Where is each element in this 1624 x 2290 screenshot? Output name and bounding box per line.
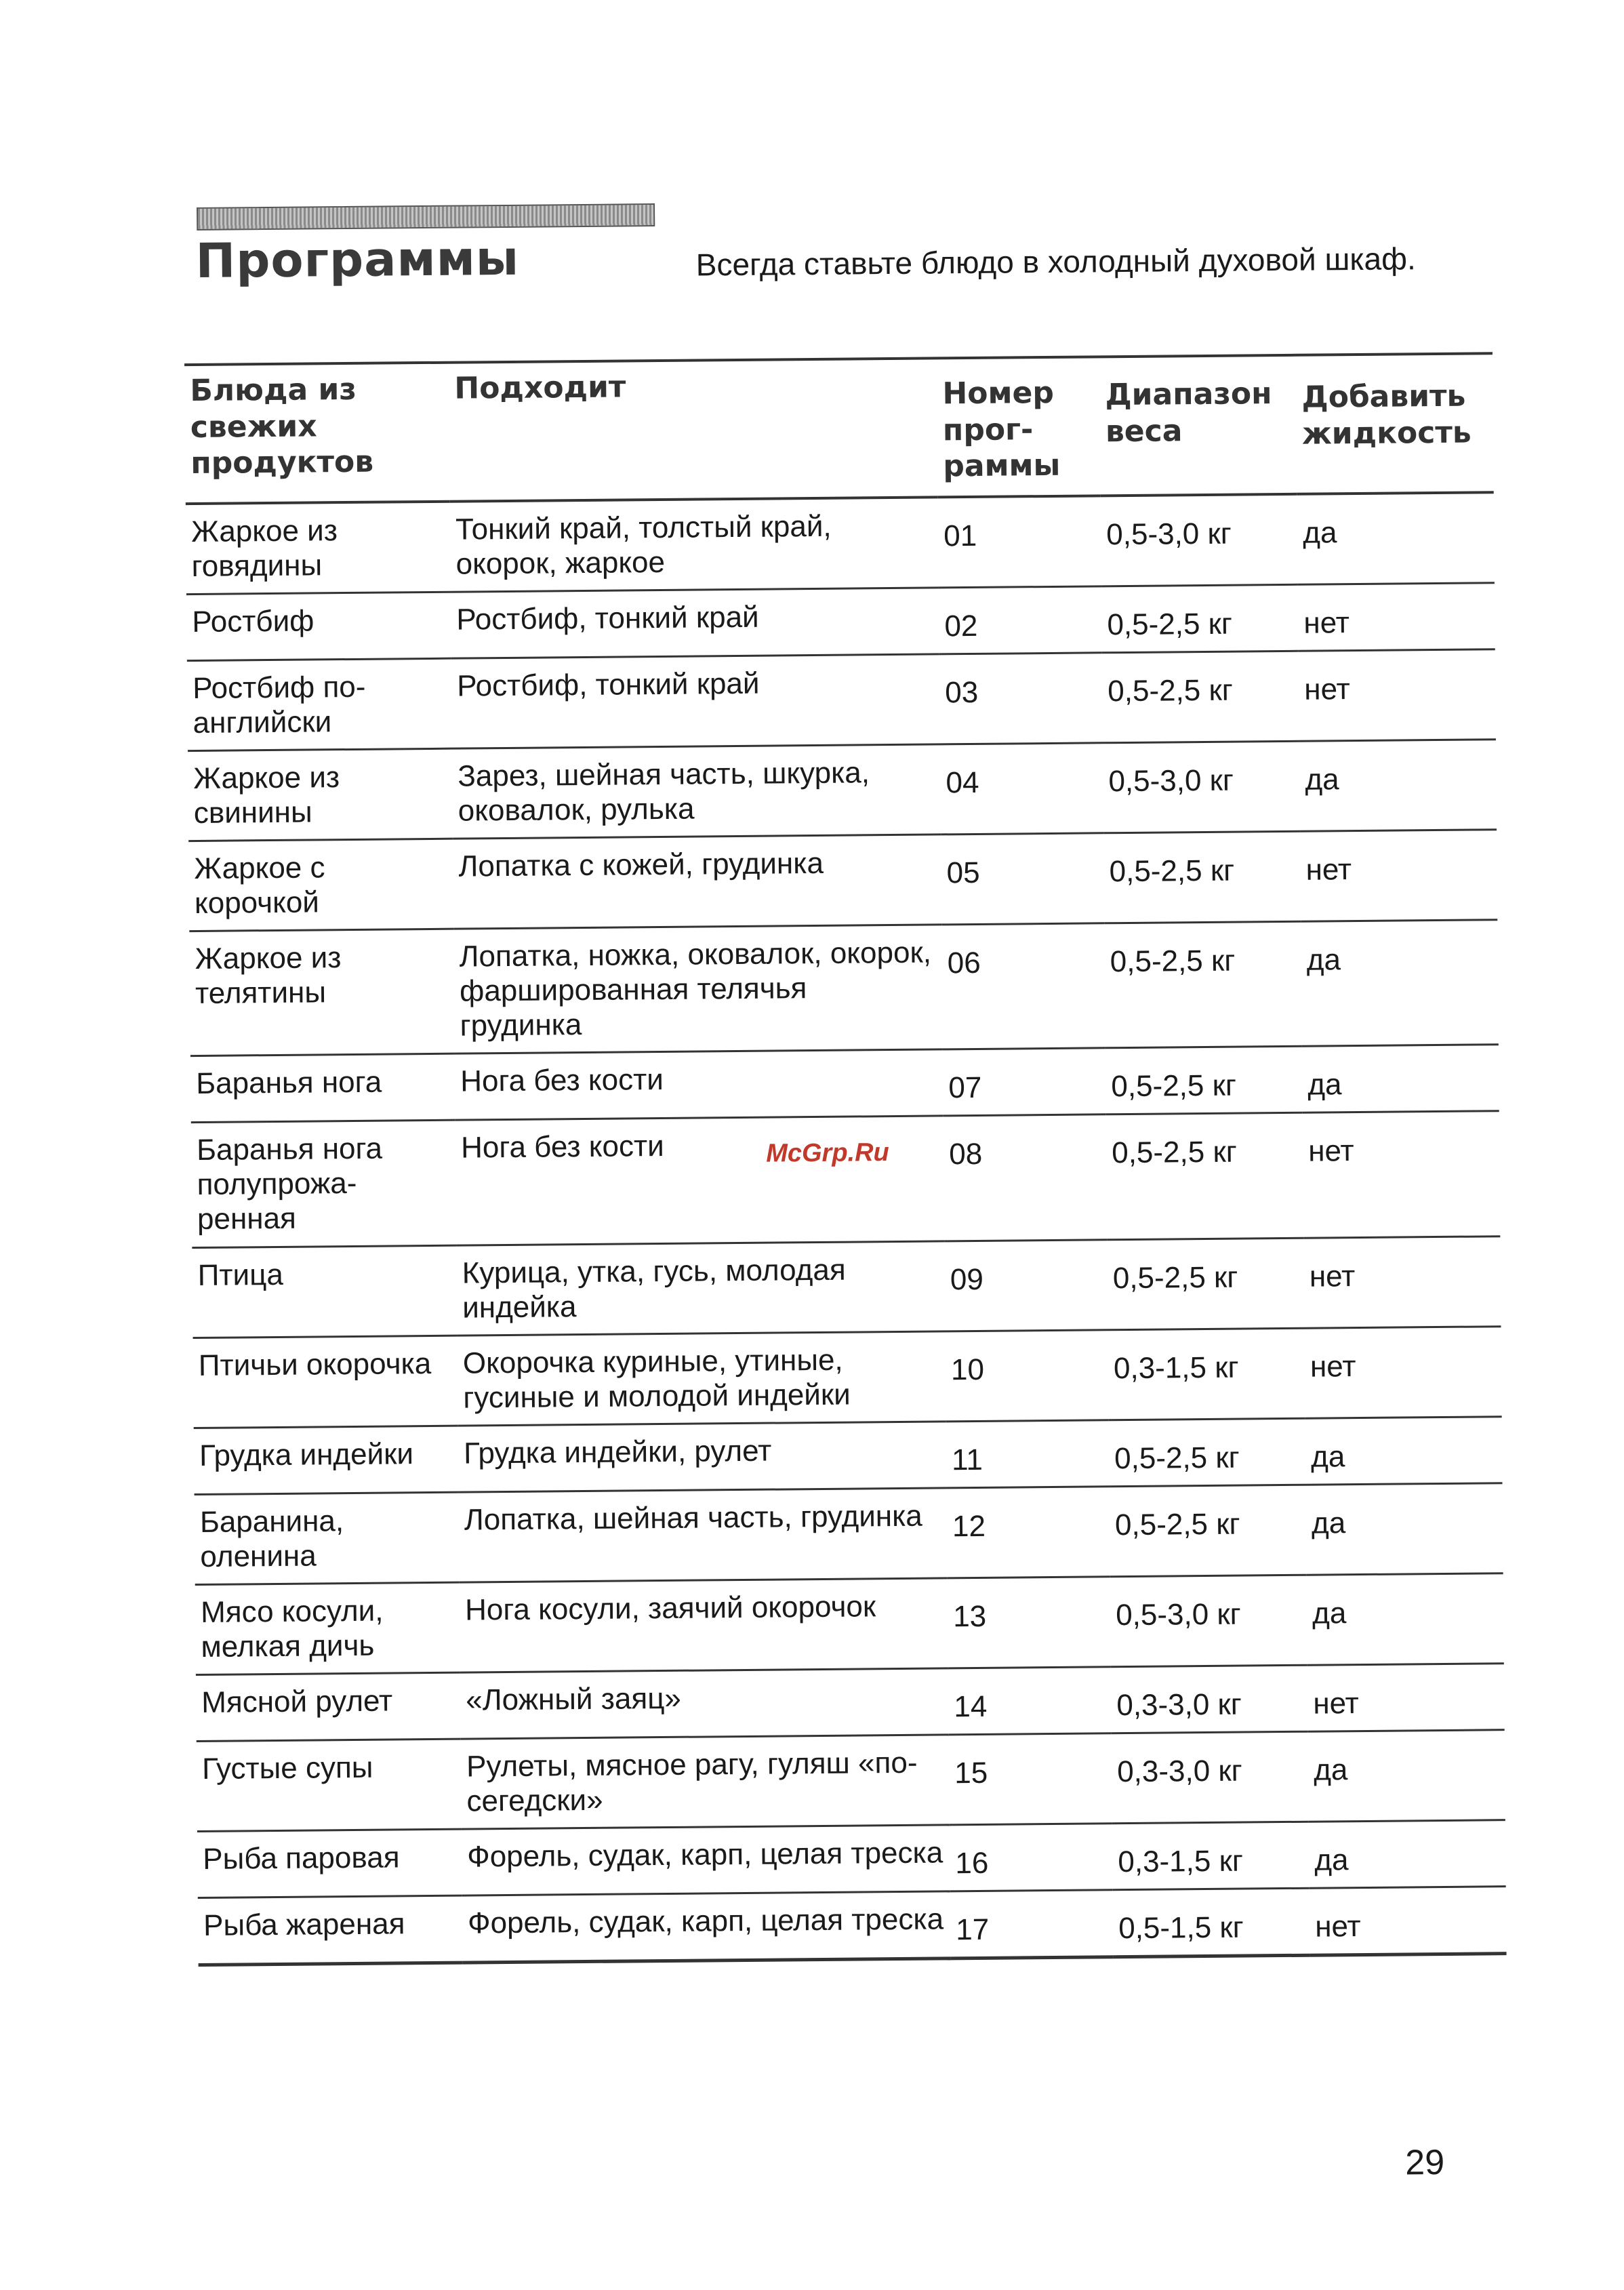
table-row [191, 1111, 1501, 1247]
cell-liquid: да [1301, 920, 1499, 1047]
cell-liquid: да [1307, 1573, 1504, 1665]
cell-liquid: да [1297, 492, 1495, 584]
cell-program: 06 [941, 923, 1105, 1049]
table-row [186, 492, 1495, 594]
cell-weight: 0,3-3,0 кг [1112, 1731, 1309, 1824]
cell-program: 14 [948, 1667, 1112, 1735]
cell-program: 08 [943, 1114, 1108, 1241]
cell-suitable: Лопатка, шейная часть, грудинка [459, 1488, 948, 1582]
cell-dish: Баранья нога [190, 1054, 455, 1123]
watermark: McGrp.Ru [766, 1138, 889, 1168]
table-row [190, 1045, 1499, 1123]
cell-weight: 0,5-2,5 кг [1107, 1238, 1304, 1330]
cell-weight: 0,5-2,5 кг [1109, 1418, 1306, 1487]
cell-weight: 0,5-2,5 кг [1101, 584, 1299, 653]
cell-suitable: Нога без кости [455, 1116, 945, 1245]
cell-dish: Птичьи окорочка [193, 1335, 458, 1428]
cell-program: 10 [946, 1329, 1109, 1421]
cell-dish: Птица [192, 1245, 457, 1338]
cell-suitable: Зарез, шейная часть, шкурка, оковалок, рулька [452, 744, 941, 839]
cell-suitable: Нога без кости [455, 1049, 943, 1120]
cell-liquid: да [1299, 740, 1497, 832]
cell-dish: Жаркое из свинины [188, 748, 453, 841]
cell-weight: 0,3-1,5 кг [1112, 1822, 1310, 1890]
table-row [192, 1236, 1501, 1338]
cell-dish: Ростбиф [186, 592, 451, 660]
cell-weight: 0,5-2,5 кг [1106, 1113, 1304, 1240]
cell-weight: 0,5-1,5 кг [1113, 1888, 1310, 1957]
table-row [197, 1730, 1505, 1832]
cell-liquid: да [1305, 1416, 1503, 1485]
cell-dish: Жаркое из телятины [189, 929, 455, 1056]
cell-weight: 0,5-2,5 кг [1105, 1047, 1303, 1115]
table-row [188, 830, 1497, 931]
table-row [193, 1326, 1502, 1428]
column-header-program: Номер прог-раммы [937, 357, 1101, 497]
table-row [187, 649, 1496, 751]
column-header-liquid: Добавить жидкость [1296, 353, 1494, 494]
cell-dish: Жаркое из говядины [186, 502, 451, 595]
page-title: Программы [195, 230, 520, 289]
cell-dish: Мясной рулет [196, 1672, 461, 1741]
column-header-weight: Диапазон веса [1099, 355, 1297, 496]
cell-suitable: Рулеты, мясное рагу, гуляш «по-сегедски» [461, 1735, 950, 1829]
title-bar-decoration [197, 203, 655, 230]
cell-suitable: Лопатка, ножка, оковалок, окорок, фаршированная телячья грудинка [453, 925, 943, 1053]
page-number: 29 [1405, 2142, 1445, 2183]
cell-program: 05 [941, 833, 1104, 925]
cell-liquid: нет [1300, 830, 1497, 922]
cell-liquid: нет [1310, 1887, 1507, 1956]
cell-weight: 0,5-3,0 кг [1110, 1575, 1307, 1667]
column-header-suitable: Подходит [449, 358, 938, 501]
cell-dish: Мясо косули, мелкая дичь [195, 1582, 460, 1674]
cell-liquid: да [1306, 1483, 1503, 1575]
cell-dish: Густые супы [197, 1739, 462, 1831]
table-row [188, 740, 1497, 841]
cell-liquid: нет [1305, 1326, 1502, 1418]
table-row [195, 1573, 1504, 1674]
cell-suitable: Форель, судак, карп, целая треска [462, 1825, 950, 1895]
cell-suitable: Ростбиф, тонкий край [451, 654, 940, 748]
cell-program: 01 [938, 496, 1101, 588]
cell-weight: 0,5-2,5 кг [1103, 832, 1301, 924]
cell-weight: 0,3-3,0 кг [1111, 1665, 1308, 1733]
cell-dish: Ростбиф по-английски [187, 658, 452, 750]
cell-program: 16 [950, 1824, 1113, 1891]
cell-suitable: «Ложный заяц» [460, 1668, 949, 1739]
cell-dish: Баранья нога полупрожа-ренная [191, 1121, 457, 1247]
cell-suitable: Ростбиф, тонкий край [451, 588, 939, 658]
table-row [195, 1483, 1503, 1584]
cell-weight: 0,5-3,0 кг [1103, 741, 1300, 833]
cell-weight: 0,5-2,5 кг [1104, 922, 1302, 1049]
cell-program: 11 [946, 1420, 1110, 1487]
cell-suitable: Тонкий край, толстый край, окорок, жаркое [450, 497, 939, 592]
cell-program: 07 [943, 1048, 1106, 1116]
cell-weight: 0,5-2,5 кг [1102, 651, 1299, 743]
table-row [189, 920, 1499, 1056]
table-row [194, 1416, 1503, 1494]
cell-weight: 0,5-2,5 кг [1110, 1485, 1307, 1577]
cell-program: 12 [947, 1486, 1110, 1578]
cell-liquid: нет [1303, 1111, 1501, 1238]
cell-program: 02 [939, 586, 1102, 654]
column-header-dish: Блюда из свежих продуктов [184, 363, 450, 504]
cell-suitable: Нога косули, заячий окорочок [460, 1578, 948, 1672]
cell-liquid: нет [1307, 1663, 1505, 1731]
table-header-row [184, 353, 1494, 504]
cell-suitable: Форель, судак, карп, целая треска [462, 1891, 951, 1963]
cell-suitable: Курица, утка, гусь, молодая индейка [456, 1241, 945, 1335]
cell-liquid: нет [1299, 649, 1496, 742]
table-row [198, 1887, 1507, 1965]
cell-weight: 0,5-3,0 кг [1101, 494, 1298, 586]
cell-liquid: нет [1303, 1236, 1501, 1328]
cell-suitable: Лопатка с кожей, грудинка [453, 835, 941, 929]
cell-suitable: Грудка индейки, рулет [458, 1422, 947, 1492]
cell-program: 09 [944, 1239, 1108, 1331]
cell-dish: Рыба жареная [198, 1895, 463, 1965]
cell-weight: 0,3-1,5 кг [1108, 1328, 1305, 1420]
cell-program: 15 [949, 1733, 1112, 1825]
cell-liquid: да [1309, 1820, 1506, 1889]
cell-program: 17 [950, 1890, 1114, 1958]
cell-program: 13 [948, 1576, 1111, 1668]
cell-dish: Жаркое с корочкой [188, 839, 453, 931]
cell-dish: Баранина, оленина [195, 1492, 460, 1584]
table-row [196, 1663, 1505, 1741]
cell-liquid: да [1308, 1730, 1505, 1822]
cell-dish: Рыба паровая [197, 1829, 462, 1897]
table-row [186, 583, 1495, 661]
cell-dish: Грудка индейки [194, 1426, 459, 1494]
cell-program: 04 [940, 743, 1103, 835]
cell-program: 03 [939, 653, 1103, 744]
cell-liquid: нет [1298, 583, 1495, 651]
page-note: Всегда ставьте блюдо в холодный духовой шкаф. [695, 241, 1416, 283]
cell-suitable: Окорочка куриные, утиные, гусиные и молодой индейки [458, 1331, 946, 1425]
cell-liquid: да [1302, 1045, 1499, 1113]
table-row [197, 1820, 1506, 1898]
table-body [186, 492, 1507, 1965]
